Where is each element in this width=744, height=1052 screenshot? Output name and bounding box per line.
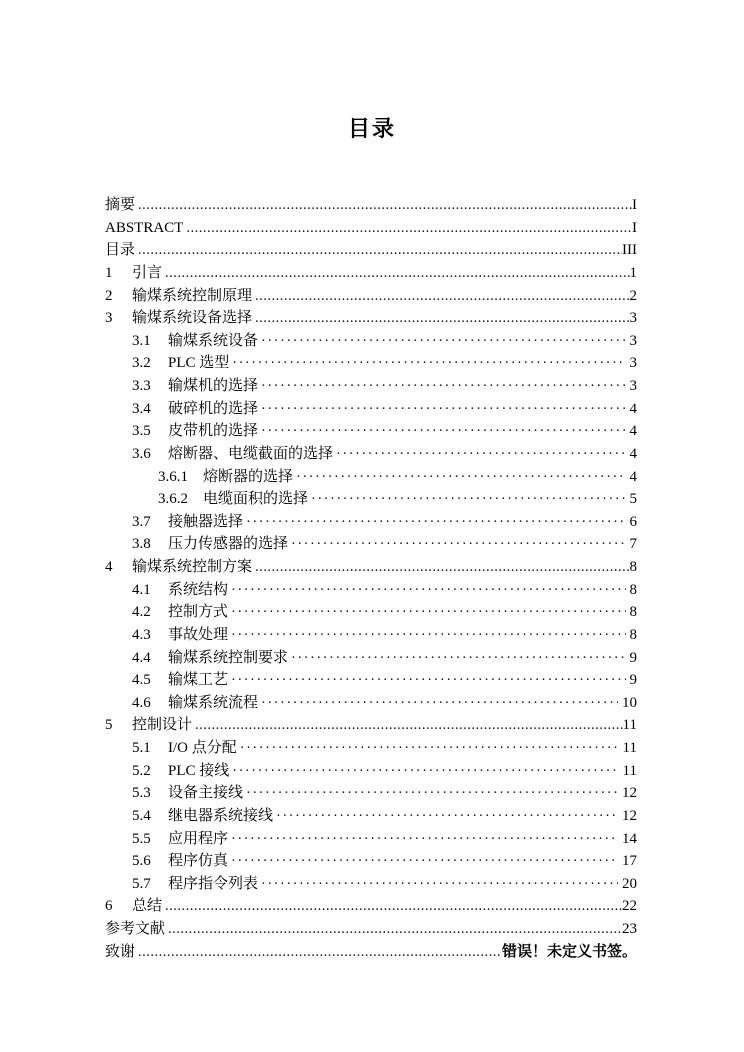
page-number: 9 — [629, 649, 637, 666]
toc-entry — [105, 375, 637, 398]
dot-leader — [261, 398, 625, 421]
toc-entry — [105, 601, 637, 624]
toc-entry — [105, 624, 637, 647]
entry-title: 压力传感器的选择 — [168, 536, 289, 553]
toc-entry — [105, 217, 637, 240]
entry-title: 皮带机的选择 — [168, 423, 259, 440]
entry-title: 熔断器、电缆截面的选择 — [168, 445, 334, 462]
dot-leader — [255, 556, 629, 579]
dot-leader — [261, 420, 625, 443]
dot-leader — [261, 375, 625, 398]
toc-entry — [105, 420, 637, 443]
entry-title: 熔断器的选择 — [203, 468, 294, 485]
page-number: 1 — [629, 264, 637, 281]
entry-title: 输煤系统控制要求 — [168, 649, 289, 666]
entry-number: 2 — [105, 287, 113, 304]
entry-title: 输煤系统控制方案 — [132, 559, 253, 575]
toc-title: 目录 — [347, 116, 396, 141]
dot-leader — [165, 262, 629, 285]
entry-number: 4.4 — [132, 649, 151, 666]
entry-number: 5.3 — [132, 785, 151, 802]
page-number: 4 — [629, 400, 637, 417]
entry-title: 控制方式 — [168, 604, 229, 621]
dot-leader — [291, 533, 625, 556]
entry-number: 5 — [105, 717, 113, 734]
toc-entry — [105, 669, 637, 692]
page-number: 11 — [622, 717, 637, 734]
page-number: 8 — [629, 559, 637, 575]
page-number: 7 — [629, 536, 637, 553]
dot-leader — [138, 941, 502, 964]
toc-entry — [105, 692, 637, 715]
dot-leader — [231, 669, 625, 692]
entry-number: 4.3 — [132, 626, 151, 643]
entry-number: 3.6 — [132, 445, 151, 462]
page-number: 3 — [629, 355, 637, 372]
dot-leader — [246, 782, 618, 805]
entry-title: PLC 接线 — [168, 762, 230, 779]
toc-entry — [105, 760, 637, 783]
dot-leader — [296, 466, 625, 489]
dot-leader — [168, 918, 622, 941]
entry-title: 破碎机的选择 — [168, 400, 259, 417]
page-number: 9 — [629, 672, 637, 689]
toc-entry — [105, 873, 637, 896]
page-number: 14 — [622, 830, 637, 847]
toc-entry — [105, 352, 637, 375]
dot-leader — [231, 850, 618, 873]
entry-title: 程序指令列表 — [168, 875, 259, 892]
page-number: 17 — [622, 853, 637, 870]
toc-entry — [105, 466, 637, 489]
dot-leader — [336, 443, 625, 466]
entry-title: 系统结构 — [168, 581, 229, 598]
page-number: 10 — [622, 694, 637, 711]
page-number: 3 — [629, 378, 637, 394]
entry-title: 事故处理 — [168, 626, 229, 643]
dot-leader — [261, 873, 618, 896]
page-number: 3 — [629, 310, 637, 327]
page-number: 12 — [622, 785, 637, 802]
toc-entry — [105, 941, 637, 964]
page-number: III — [622, 242, 637, 259]
entry-number: 3.1 — [132, 332, 151, 349]
toc-entry — [105, 828, 637, 851]
entry-title: 输煤系统流程 — [168, 694, 259, 711]
toc-entry — [105, 239, 637, 262]
page-number: 22 — [622, 898, 637, 915]
entry-title: 致谢 — [105, 943, 136, 960]
toc-entry — [105, 714, 637, 737]
entry-title: 接触器选择 — [168, 513, 244, 530]
page-number: I — [632, 197, 637, 213]
dot-leader — [291, 647, 625, 670]
dot-leader — [255, 285, 629, 308]
toc-entry — [105, 533, 637, 556]
dot-leader — [138, 239, 622, 262]
entry-number: 5.5 — [132, 830, 151, 847]
toc-list — [105, 194, 637, 963]
page-number: 6 — [629, 513, 637, 530]
entry-number: 3.6.1 — [158, 468, 188, 485]
entry-title: 参考文献 — [105, 921, 166, 937]
toc-entry — [105, 895, 637, 918]
dot-leader — [186, 217, 632, 240]
toc-entry — [105, 262, 637, 285]
entry-title: 输煤系统设备 — [168, 332, 259, 349]
entry-number: 5.1 — [132, 740, 151, 756]
entry-number: 4.2 — [132, 604, 151, 621]
toc-entry — [105, 850, 637, 873]
dot-leader — [232, 352, 625, 375]
entry-number: 3.7 — [132, 513, 151, 530]
toc-entry — [105, 737, 637, 760]
entry-title: 输煤系统控制原理 — [132, 287, 253, 304]
dot-leader — [240, 737, 619, 760]
toc-entry — [105, 443, 637, 466]
entry-title: 总结 — [132, 898, 163, 915]
entry-title: 应用程序 — [168, 830, 229, 847]
entry-title: I/O 点分配 — [168, 740, 237, 756]
entry-number: 5.6 — [132, 853, 151, 870]
toc-entry — [105, 805, 637, 828]
page-number: I — [632, 219, 637, 236]
entry-number: 3.3 — [132, 378, 151, 394]
toc-entry — [105, 556, 637, 579]
dot-leader — [231, 601, 625, 624]
entry-title: 目录 — [105, 242, 136, 259]
page-number: 4 — [629, 468, 637, 485]
toc-entry — [105, 782, 637, 805]
toc-entry — [105, 398, 637, 421]
toc-entry — [105, 307, 637, 330]
dot-leader — [231, 579, 625, 602]
toc-entry — [105, 488, 637, 511]
entry-number: 4.5 — [132, 672, 151, 689]
dot-leader — [165, 895, 622, 918]
dot-leader — [231, 624, 625, 647]
dot-leader — [255, 307, 629, 330]
entry-number: 3.6.2 — [158, 491, 188, 508]
entry-title: PLC 选型 — [168, 355, 230, 372]
dot-leader — [261, 692, 618, 715]
entry-number: 3.2 — [132, 355, 151, 372]
entry-title: 引言 — [132, 264, 163, 281]
toc-entry — [105, 330, 637, 353]
entry-title: 控制设计 — [132, 717, 193, 734]
dot-leader — [276, 805, 618, 828]
page-number: 12 — [622, 807, 637, 824]
entry-title: 继电器系统接线 — [168, 807, 274, 824]
dot-leader — [195, 714, 623, 737]
entry-number: 3 — [105, 310, 113, 327]
entry-number: 3.8 — [132, 536, 151, 553]
entry-number: 4.1 — [132, 581, 151, 598]
entry-title: 电缆面积的选择 — [203, 491, 309, 508]
page-number: 11 — [622, 762, 637, 779]
page-number: 4 — [629, 423, 637, 440]
page-number: 8 — [629, 626, 637, 643]
entry-title: 摘要 — [105, 197, 136, 213]
toc-entry — [105, 918, 637, 941]
entry-number: 5.7 — [132, 875, 151, 892]
page-number: 2 — [629, 287, 637, 304]
entry-number: 5.4 — [132, 807, 151, 824]
page-number: 4 — [629, 445, 637, 462]
entry-number: 3.5 — [132, 423, 151, 440]
page-number: 23 — [622, 921, 637, 937]
entry-title: 输煤工艺 — [168, 672, 229, 689]
page-number: 8 — [629, 581, 637, 598]
entry-number: 5.2 — [132, 762, 151, 779]
dot-leader — [138, 194, 632, 217]
page-number: 5 — [629, 491, 637, 508]
dot-leader — [261, 330, 625, 353]
page-number: 8 — [629, 604, 637, 621]
entry-number: 3.4 — [132, 400, 151, 417]
entry-title: ABSTRACT — [105, 219, 184, 236]
toc-entry — [105, 194, 637, 217]
page-number: 3 — [629, 332, 637, 349]
entry-number: 6 — [105, 898, 113, 915]
entry-number: 4.6 — [132, 694, 151, 711]
toc-entry — [105, 511, 637, 534]
dot-leader — [231, 828, 618, 851]
toc-entry — [105, 647, 637, 670]
entry-title: 程序仿真 — [168, 853, 229, 870]
entry-number: 4 — [105, 559, 113, 575]
toc-entry — [105, 579, 637, 602]
page-number: 错误！未定义书签。 — [501, 943, 637, 960]
entry-title: 设备主接线 — [168, 785, 244, 802]
page-number: 11 — [622, 740, 637, 756]
dot-leader — [232, 760, 618, 783]
page-number: 20 — [622, 875, 637, 892]
toc-entry — [105, 285, 637, 308]
dot-leader — [311, 488, 625, 511]
entry-title: 输煤机的选择 — [168, 378, 259, 394]
entry-title: 输煤系统设备选择 — [132, 310, 253, 327]
entry-number: 1 — [105, 264, 113, 281]
dot-leader — [246, 511, 625, 534]
